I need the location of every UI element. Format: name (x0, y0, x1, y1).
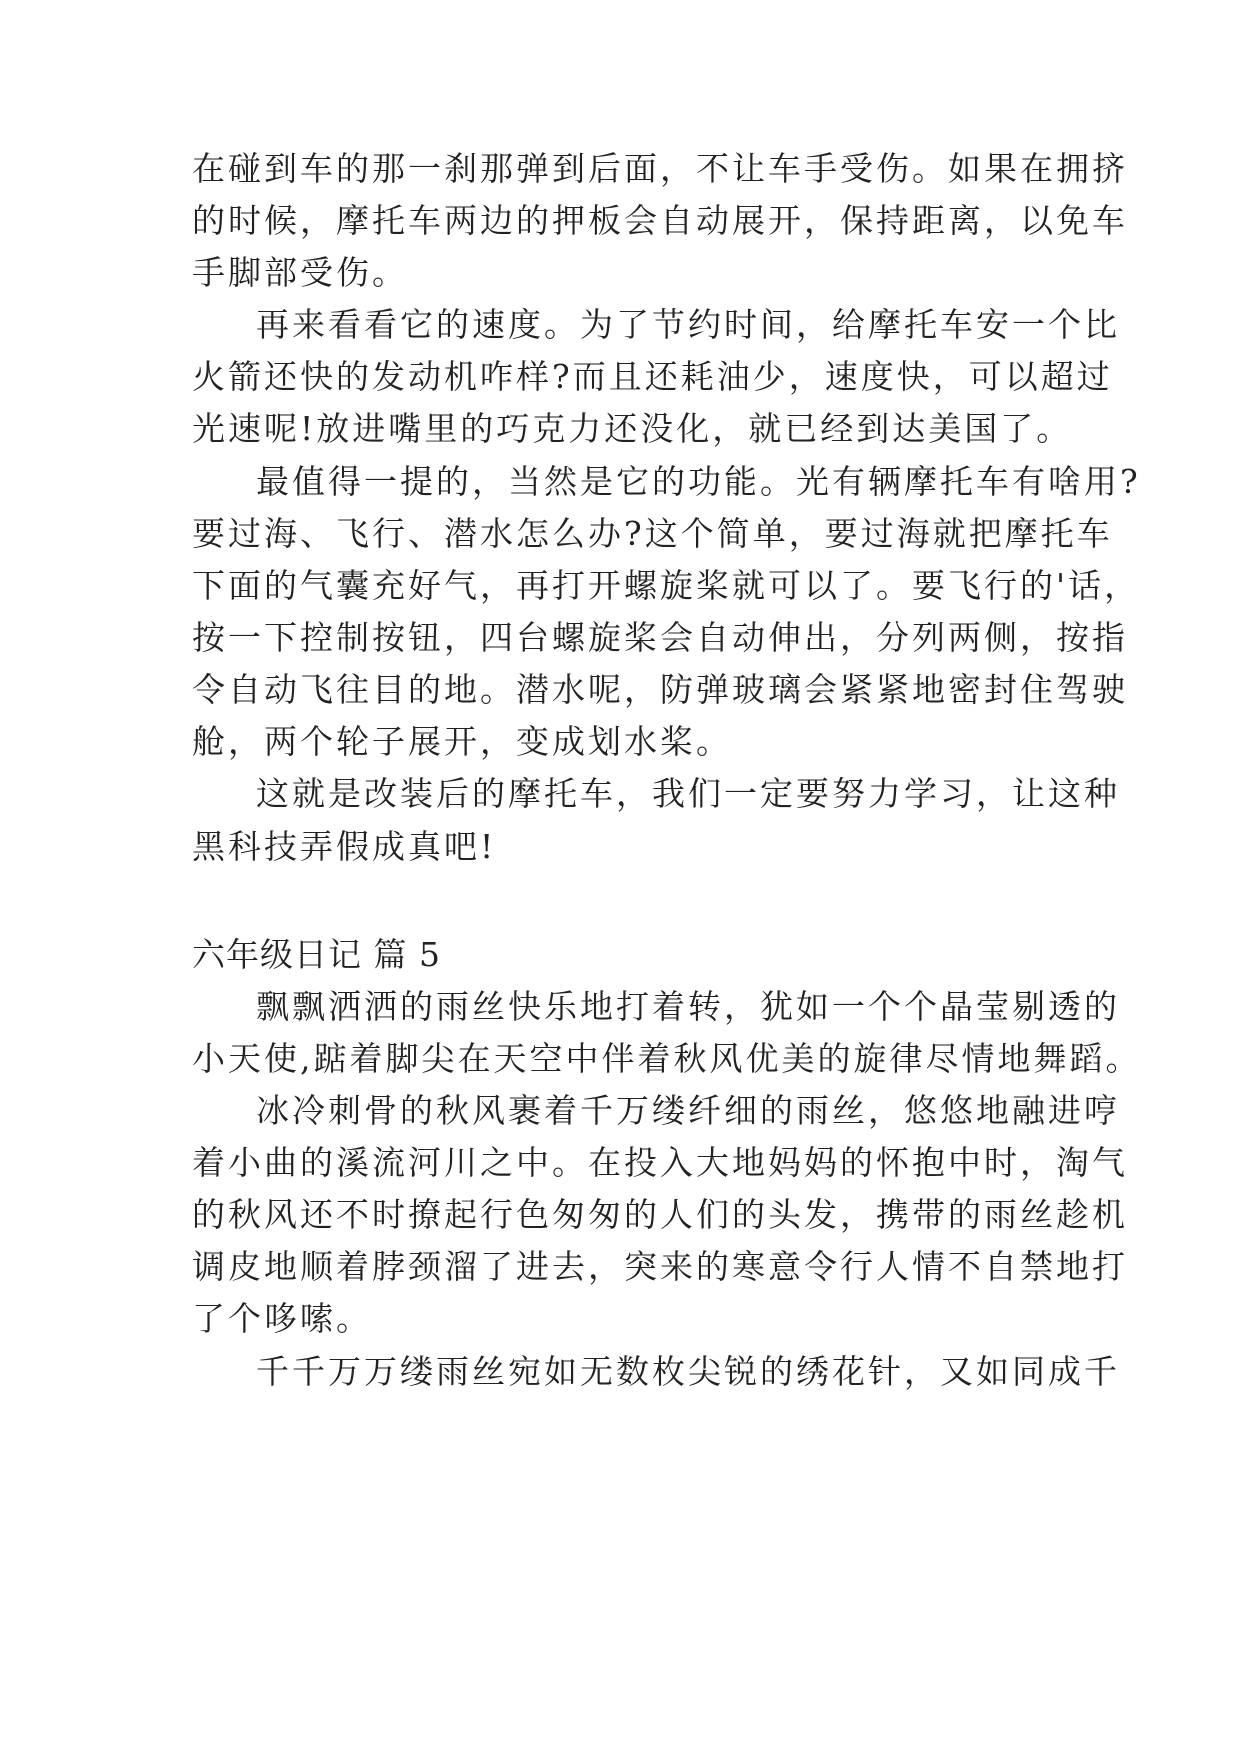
paragraph-start-line: 再来看看它的速度。为了节约时间，给摩托车安一个比 (256, 305, 1120, 344)
text-line: 手脚部受伤。 (192, 253, 408, 292)
text-line: 了个哆嗦。 (192, 1299, 372, 1338)
paragraph-start-line: 千千万万缕雨丝宛如无数枚尖锐的绣花针，又如同成千 (256, 1352, 1120, 1391)
text-line: 火箭还快的发动机咋样?而且还耗油少，速度快，可以超过 (192, 357, 1113, 396)
text-line: 光速呢!放进嘴里的巧克力还没化，就已经到达美国了。 (192, 409, 1073, 448)
text-line: 黑科技弄假成真吧! (192, 827, 497, 866)
text-line: 按一下控制按钮，四台螺旋桨会自动伸出，分列两侧，按指 (192, 618, 1128, 657)
text-line: 小天使,踮着脚尖在天空中伴着秋风优美的旋律尽情地舞蹈。 (192, 1039, 1142, 1078)
text-line: 令自动飞往目的地。潜水呢，防弹玻璃会紧紧地密封住驾驶 (192, 670, 1128, 709)
paragraph-start-line: 这就是改装后的摩托车，我们一定要努力学习，让这种 (256, 774, 1120, 813)
text-line: 在碰到车的那一刹那弹到后面，不让车手受伤。如果在拥挤 (192, 149, 1128, 188)
text-line: 的秋风还不时撩起行色匆匆的人们的头发，携带的雨丝趁机 (192, 1195, 1128, 1234)
text-line: 调皮地顺着脖颈溜了进去，突来的寒意令行人情不自禁地打 (192, 1247, 1128, 1286)
text-line: 下面的气囊充好气，再打开螺旋桨就可以了。要飞行的'话， (192, 566, 1141, 605)
text-line: 舱，两个轮子展开，变成划水桨。 (192, 722, 732, 761)
paragraph-start-line: 冰冷刺骨的秋风裹着千万缕纤细的雨丝，悠悠地融进哼 (256, 1091, 1120, 1130)
section-heading: 六年级日记 篇 5 (192, 935, 441, 974)
text-line: 的时候，摩托车两边的押板会自动展开，保持距离，以免车 (192, 201, 1128, 240)
paragraph-start-line: 最值得一提的，当然是它的功能。光有辆摩托车有啥用? (256, 462, 1141, 501)
text-line: 要过海、飞行、潜水怎么办?这个简单，要过海就把摩托车 (192, 514, 1113, 553)
paragraph-start-line: 飘飘洒洒的雨丝快乐地打着转，犹如一个个晶莹剔透的 (256, 987, 1120, 1026)
text-line: 着小曲的溪流河川之中。在投入大地妈妈的怀抱中时，淘气 (192, 1143, 1128, 1182)
